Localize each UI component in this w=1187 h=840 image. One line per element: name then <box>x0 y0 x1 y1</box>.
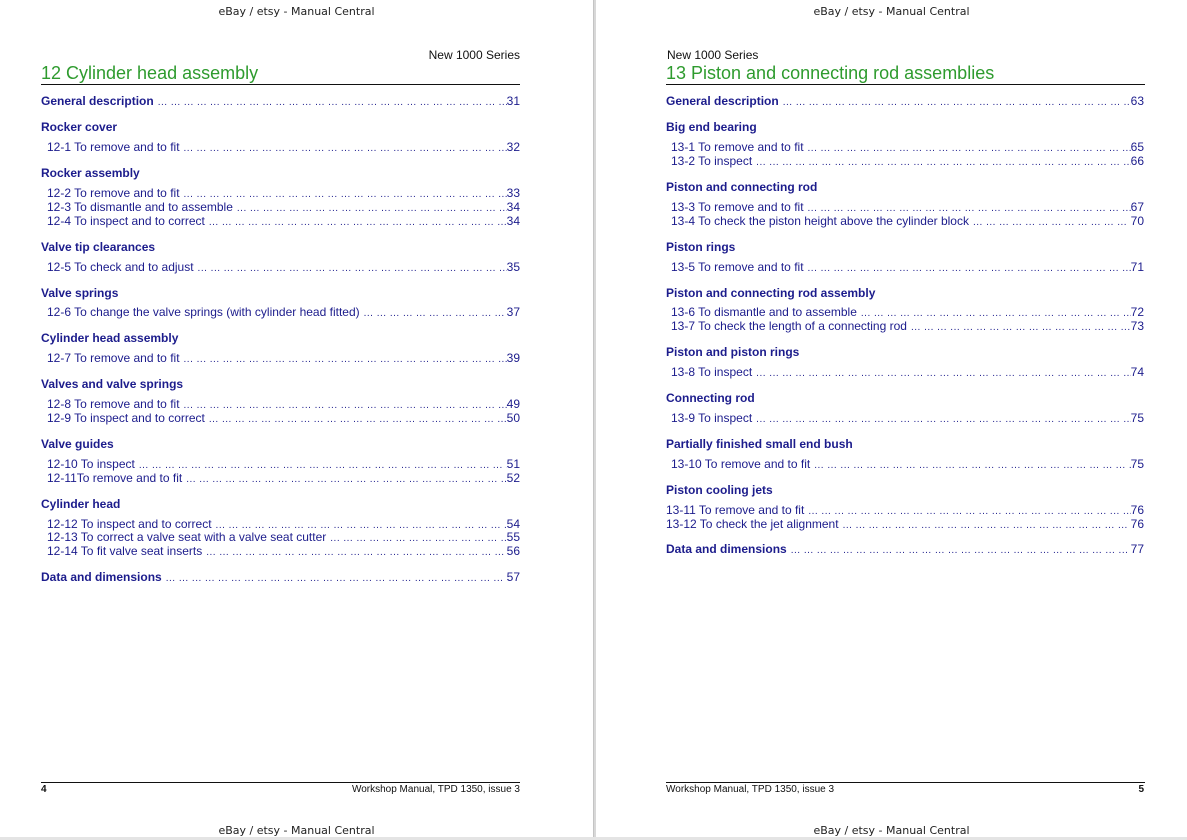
dot-leader <box>154 94 507 110</box>
toc-page-number: 51 <box>506 457 520 471</box>
toc-page-number: 31 <box>506 94 520 108</box>
toc-entry-12-11[interactable] <box>47 471 520 487</box>
toc-entry-text: General description <box>666 94 779 108</box>
dot-leader <box>205 214 507 230</box>
toc-page-number: 54 <box>506 517 520 531</box>
dot-leader <box>787 542 1131 558</box>
toc-entry-13-10[interactable] <box>671 457 1144 473</box>
toc-entry-text: 12-8 To remove and to fit <box>47 397 180 411</box>
toc-page-number: 70 <box>1130 214 1144 228</box>
section-heading-piston-cooling-jets: Piston cooling jets <box>666 483 773 497</box>
toc-entry-text: 12-13 To correct a valve seat with a valve seat cutter <box>47 530 327 544</box>
toc-entry-text: 13-7 To check the length of a connecting rod <box>671 319 907 333</box>
toc-entry-data-and-dimensions[interactable] <box>41 570 520 586</box>
toc-entry-text: Data and dimensions <box>666 542 787 556</box>
toc-entry-12-7[interactable] <box>47 351 520 367</box>
toc-entry-text: 13-3 To remove and to fit <box>671 200 804 214</box>
section-heading-cylinder-head-assembly: Cylinder head assembly <box>41 331 179 345</box>
toc-entry-text: 13-12 To check the jet alignment <box>666 517 839 531</box>
dot-leader <box>969 214 1131 230</box>
toc-entry-12-4[interactable] <box>47 214 520 230</box>
toc-entry-text: 12-11To remove and to fit <box>47 471 183 485</box>
toc-page-number: 37 <box>506 305 520 319</box>
toc-page-number: 32 <box>506 140 520 154</box>
toc-page-number: 65 <box>1130 140 1144 154</box>
toc-page-number: 57 <box>506 570 520 584</box>
dot-leader <box>202 544 506 560</box>
toc-entry-text: 12-12 To inspect and to correct <box>47 517 212 531</box>
toc-page-number: 35 <box>506 260 520 274</box>
toc-entry-12-5[interactable] <box>47 260 520 276</box>
toc-entry-text: 12-3 To dismantle and to assemble <box>47 200 233 214</box>
watermark-bottom: eBay / etsy - Manual Central <box>218 824 375 837</box>
footer-manual-ref: Workshop Manual, TPD 1350, issue 3 <box>351 784 520 795</box>
toc-entry-text: 13-10 To remove and to fit <box>671 457 811 471</box>
toc-entry-13-4[interactable] <box>671 214 1144 230</box>
toc-page-number: 34 <box>506 200 520 214</box>
toc-entry-general-description[interactable] <box>666 94 1144 110</box>
toc-page-number: 66 <box>1130 154 1144 168</box>
section-heading-piston-rings: Piston rings <box>666 240 736 254</box>
dot-leader <box>194 260 507 276</box>
series-label: New 1000 Series <box>428 48 520 62</box>
toc-entry-text: 13-6 To dismantle and to assemble <box>671 305 857 319</box>
dot-leader <box>752 365 1130 381</box>
toc-entry-text: 12-1 To remove and to fit <box>47 140 180 154</box>
chapter-title: 12 Cylinder head assembly <box>41 63 520 85</box>
section-heading-valve-springs: Valve springs <box>41 286 119 300</box>
toc-entry-text: 12-5 To check and to adjust <box>47 260 194 274</box>
toc-page-number: 73 <box>1130 319 1144 333</box>
toc-page-number: 52 <box>506 471 520 485</box>
toc-entry-text: 13-4 To check the piston height above the cylinder block <box>671 214 969 228</box>
watermark-bottom: eBay / etsy - Manual Central <box>813 824 970 837</box>
toc-page-number: 55 <box>506 530 520 544</box>
toc-page-number: 33 <box>506 186 520 200</box>
toc-page-number: 34 <box>506 214 520 228</box>
toc-entry-text: 13-8 To inspect <box>671 365 753 379</box>
toc-page-number: 56 <box>506 544 520 558</box>
toc-page-number: 71 <box>1130 260 1144 274</box>
section-heading-valve-tip-clearances: Valve tip clearances <box>41 240 156 254</box>
toc-page-number: 50 <box>506 411 520 425</box>
toc-entry-text: 13-5 To remove and to fit <box>671 260 804 274</box>
toc-entry-text: 12-10 To inspect <box>47 457 135 471</box>
toc-entry-general-description[interactable] <box>41 94 520 110</box>
page-number: 5 <box>1138 784 1144 795</box>
dot-leader <box>162 570 507 586</box>
toc-page-number: 63 <box>1130 94 1144 108</box>
chapter-title: 13 Piston and connecting rod assemblies <box>666 63 1145 85</box>
toc-entry-text: 12-14 To fit valve seat inserts <box>47 544 203 558</box>
toc-entry-13-8[interactable] <box>671 365 1144 381</box>
toc-entry-text: 13-9 To inspect <box>671 411 753 425</box>
section-heading-piston-and-connecting-rod-assembly: Piston and connecting rod assembly <box>666 286 876 300</box>
page-number: 4 <box>41 784 47 795</box>
toc-entry-12-1[interactable] <box>47 140 520 156</box>
dot-leader <box>360 305 507 321</box>
toc-entry-13-12[interactable] <box>666 517 1144 533</box>
dot-leader <box>779 94 1131 110</box>
toc-entry-text: 12-9 To inspect and to correct <box>47 411 205 425</box>
toc-entry-12-9[interactable] <box>47 411 520 427</box>
toc-entry-text: Data and dimensions <box>41 570 162 584</box>
toc-entry-13-2[interactable] <box>671 154 1144 170</box>
toc-entry-text: General description <box>41 94 154 108</box>
watermark-top: eBay / etsy - Manual Central <box>218 5 375 18</box>
toc-entry-13-5[interactable] <box>671 260 1144 276</box>
watermark-top: eBay / etsy - Manual Central <box>813 5 970 18</box>
dot-leader <box>810 457 1130 473</box>
toc-entry-text: 12-4 To inspect and to correct <box>47 214 205 228</box>
toc-page-number: 75 <box>1130 411 1144 425</box>
toc-entry-text: 13-11 To remove and to fit <box>666 503 805 517</box>
toc-entry-text: 12-7 To remove and to fit <box>47 351 180 365</box>
toc-entry-13-9[interactable] <box>671 411 1144 427</box>
dot-leader <box>907 319 1131 335</box>
dot-leader <box>804 260 1131 276</box>
toc-entry-13-7[interactable] <box>671 319 1144 335</box>
toc-page-number: 77 <box>1130 542 1144 556</box>
dot-leader <box>752 411 1130 427</box>
toc-entry-text: 13-2 To inspect <box>671 154 753 168</box>
dot-leader <box>205 411 507 427</box>
right-page <box>596 0 1187 840</box>
toc-entry-text: 12-2 To remove and to fit <box>47 186 180 200</box>
toc-page-number: 76 <box>1130 503 1144 517</box>
section-heading-rocker-cover: Rocker cover <box>41 120 118 134</box>
section-heading-valves-and-valve-springs: Valves and valve springs <box>41 377 184 391</box>
toc-page-number: 49 <box>506 397 520 411</box>
left-page <box>0 0 593 840</box>
dot-leader <box>180 140 507 156</box>
dot-leader <box>752 154 1130 170</box>
toc-entry-text: 13-1 To remove and to fit <box>671 140 804 154</box>
dot-leader <box>182 471 506 487</box>
footer-rule <box>666 782 1145 783</box>
dot-leader <box>839 517 1131 533</box>
toc-page-number: 75 <box>1130 457 1144 471</box>
series-label: New 1000 Series <box>667 48 759 62</box>
toc-page-number: 67 <box>1130 200 1144 214</box>
toc-page-number: 39 <box>506 351 520 365</box>
toc-page-number: 76 <box>1130 517 1144 531</box>
section-heading-connecting-rod: Connecting rod <box>666 391 755 405</box>
section-heading-piston-and-piston-rings: Piston and piston rings <box>666 345 800 359</box>
toc-entry-data-and-dimensions[interactable] <box>666 542 1144 558</box>
footer-manual-ref: Workshop Manual, TPD 1350, issue 3 <box>666 784 835 795</box>
toc-page-number: 72 <box>1130 305 1144 319</box>
section-heading-valve-guides: Valve guides <box>41 437 114 451</box>
toc-page-number: 74 <box>1130 365 1144 379</box>
toc-entry-text: 12-6 To change the valve springs (with cylinder head fitted) <box>47 305 360 319</box>
footer-rule <box>41 782 520 783</box>
section-heading-small-end-bush: Partially finished small end bush <box>666 437 853 451</box>
section-heading-piston-and-connecting-rod: Piston and connecting rod <box>666 180 818 194</box>
toc-entry-12-6[interactable] <box>47 305 520 321</box>
toc-entry-12-14[interactable] <box>47 544 520 560</box>
section-heading-big-end-bearing: Big end bearing <box>666 120 757 134</box>
dot-leader <box>180 351 507 367</box>
section-heading-rocker-assembly: Rocker assembly <box>41 166 140 180</box>
section-heading-cylinder-head: Cylinder head <box>41 497 121 511</box>
